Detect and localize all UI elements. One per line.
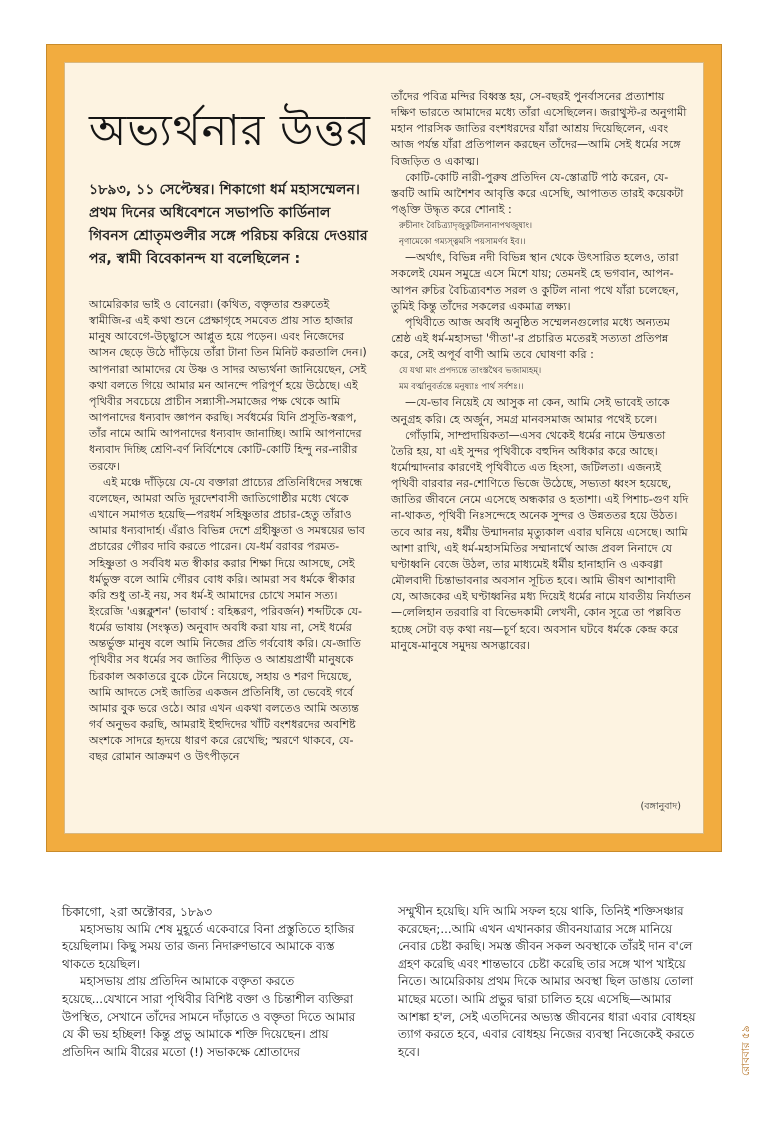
article-panel [64, 62, 704, 834]
speech-body-left [89, 297, 369, 766]
speech-paragraph: কোটি-কোটি নারী-পুরুষ প্রতিদিন যে-স্তোত্রটি পাঠ করেন, যে-স্তবটি আমি আশৈশব আবৃত্তি করে এসেছি, আপাতত তারই কয়েকটা পঙ্‌ক্তি উদ্ধৃত করে শোনাই : [391, 170, 684, 217]
letter-paragraph: মহাসভায় প্রায় প্রতিদিন আমাকে বক্তৃতা করতে হয়েছে...যেখানে সারা পৃথিবীর বিশিষ্ট বক্তা ও চিন্তাশীল ব্যক্তিরা উপস্থিত, সেখানে তাঁদের সামনে দাঁড়াতে ও বক্তৃতা দিতে আমার যে কী ভয় হচ্ছিল! কিন্তু প্রভু আমাকে শক্তি দিয়েছেন। প্রায় প্রতিদিন আমি বীরের মতো (!) সভাকক্ষে শ্রোতাদের [62, 974, 356, 1059]
letter-paragraph: মহাসভায় আমি শেষ মুহূর্তে একেবারে বিনা প্রস্তুতিতে হাজির হয়েছিলাম। কিছু সময় তার জন্য নিদারুণভাবে আমাকে ব্যস্ত থাকতে হয়েছিল। [62, 921, 355, 971]
translation-credit: (বঙ্গানুবাদ) [640, 801, 681, 812]
speech-body-right [391, 89, 691, 654]
page-tag: রোববার ৫৯ [740, 1025, 752, 1077]
speech-paragraph: তাঁদের পবিত্র মন্দির বিধ্বস্ত হয়, সে-বছরই পুনর্বাসনের প্রত্যাশায় দক্ষিণ ভারতে আমাদের মধ্যে তাঁরা এসেছিলেন। জরাথুস্ট-র অনুগামী মহান পারসিক জাতির বংশধরদের যাঁরা আশ্রয় দিয়েছিলেন, এবং আজ পর্যন্ত যাঁরা প্রতিপালন করছেন তাঁদের—আমি সেই ধর্মের সঙ্গে বিজড়িত ও একাত্ম। [391, 90, 687, 168]
gita-verse [399, 363, 691, 395]
speech-paragraph: এই মঞ্চে দাঁড়িয়ে যে-যে বক্তারা প্রাচ্যের প্রতিনিধিদের সম্বন্ধে বলেছেন, আমরা অতি দূরদেশবাসী জাতিগোষ্ঠীর মধ্যে থেকে এখানে সমাগত হয়েছি—পরধর্ম সহিষ্ণুতার প্রচার-হেতু তাঁরাও আমার ধন্যবাদার্হ। এঁরাও বিভিন্ন দেশে গ্রহীষ্ণুতা ও সমন্বয়ের ভাব প্রচারের গৌরব দাবি করতে পারেন। যে-ধর্ম বরাবর পরমত-সহিষ্ণুতা ও সর্ববিধ মত স্বীকার করার শিক্ষা দিয়ে আসছে, সেই ধর্মভুক্ত বলে আমি গৌরব বোধ করি। আমরা সব ধর্মকে স্বীকার করি শুধু তা-ই নয়, সব ধর্ম-ই আমাদের চোখে সমান সত্য। ইংরেজি 'এক্সক্লুশন' (ভাবার্থ : বহিষ্করণ, পরিবর্জন) শব্দটিকে যে-ধর্মের ভাষায় (সংস্কৃত) অনুবাদ অবধি করা যায় না, সেই ধর্মের অন্তর্ভুক্ত মানুষ বলে আমি নিজের প্রতি গর্ববোধ করি। যে-জাতি পৃথিবীর সব ধর্মের সব জাতির পীড়িত ও আশ্রয়প্রার্থী মানুষকে চিরকাল অকাতরে বুকে টেনে নিয়েছে, সহায় ও শরণ দিয়েছে, আমি আদতে সেই জাতির একজন প্রতিনিধি, তা ভেবেই গর্বে আমার বুক ভরে ওঠে। আর এখন একথা বলতেও আমি অত্যন্ত গর্ব অনুভব করছি, আমরাই ইহুদিদের খাঁটি বংশধরদের অবশিষ্ট অংশকে সাদরে হৃদয়ে ধারণ করে রেখেছি; স্মরণে থাকবে, যে-বছর রোমান আক্রমণ ও উৎপীড়নে [89, 475, 366, 764]
article-intro: ১৮৯৩, ১১ সেপ্টেম্বর। শিকাগো ধর্ম মহাসম্মেলন। প্রথম দিনের অধিবেশনে সভাপতি কার্ডিনাল গিবনস শ্রোতৃমণ্ডলীর সঙ্গে পরিচয় করিয়ে দেওয়ার পর, স্বামী বিবেকানন্দ যা বলেছিলেন : [89, 182, 368, 267]
article-frame [46, 44, 722, 852]
speech-paragraph: আমেরিকার ভাই ও বোনেরা। (কথিত, বক্তৃতার শুরুতেই স্বামীজি-র এই কথা শুনে প্রেক্ষাগৃহে সমবেত প্রায় সাত হাজার মানুষ আবেগে-উচ্ছ্বাসে আপ্লুত হয়ে পড়েন। এবং নিজেদের আসন ছেড়ে উঠে দাঁড়িয়ে তাঁরা টানা তিন মিনিট করতালি দেন।) আপনারা আমাদের যে উষ্ণ ও সাদর অভ্যর্থনা জানিয়েছেন, সেই কথা বলতে গিয়ে আমার মন আনন্দে পরিপূর্ণ হয়ে উঠেছে। এই পৃথিবীর সবচেয়ে প্রাচীন সন্ন্যাসী-সমাজের পক্ষ থেকে আমি আপনাদের ধন্যবাদ জ্ঞাপন করছি। সর্বধর্মের যিনি প্রসূতি-স্বরূপ, তাঁর নামে আমি আপনাদের ধন্যবাদ জানাচ্ছি। আমি আপনাদের ধন্যবাদ দিচ্ছি শ্রেণি-বর্ণ নির্বিশেষে কোটি-কোটি হিন্দু নর-নারীর তরফে। [89, 298, 367, 473]
speech-paragraph: —অর্থাৎ, বিভিন্ন নদী বিভিন্ন স্থান থেকে উৎসারিত হলেও, তারা সকলেই যেমন সমুদ্রে এসে মিশে যায়; তেমনই হে ভগবান, আপন-আপন রুচির বৈচিত্র্যবশত সরল ও কুটিল নানা পথে যাঁরা চলেছেন, তুমিই কিন্তু তাঁদের সকলের একমাত্র লক্ষ্য। [391, 251, 679, 313]
letter-right-column [398, 903, 702, 1061]
letter-paragraph: সম্মুখীন হয়েছি। যদি আমি সফল হয়ে থাকি, তিনিই শক্তিসঞ্চার করেছেন;...আমি এখন এখানকার জীবনযাত্রার সঙ্গে মানিয়ে নেবার চেষ্টা করছি। সমস্ত জীবন সকল অবস্থাকে তাঁরই দান ব'লে গ্রহণ করেছি এবং শান্তভাবে চেষ্টা করেছি তার সঙ্গে খাপ খাইয়ে নিতে। আমেরিকায় প্রথম দিকে আমার অবস্থা ছিল ডাঙায় তোলা মাছের মতো। আমি প্রভুর দ্বারা চালিত হয়ে এসেছি—আমার আশঙ্কা হ'ল, সেই এতদিনের অভ্যস্ত জীবনের ধারা এবার বোধহয় ত্যাগ করতে হবে, এবার বোধহয় নিজের ব্যবস্থা নিজেকেই করতে হবে। [398, 904, 696, 1059]
verse-line: যে যথা মাং প্রপদ্যন্তে তাংস্তথৈব ভজাম্যহম্। [399, 366, 542, 377]
article-title: অভ্যর্থনার উত্তর [89, 106, 371, 156]
verse-line: রুচীনাং বৈচিত্র্যাদৃজুকুটিলনানাপথজুষাং। [399, 221, 533, 232]
letter-left-column [62, 903, 362, 1061]
article-right-column [391, 63, 691, 654]
verse-line: মম বর্ত্মানুবর্তন্তে মনুষ্যাঃ পার্থ সর্বশঃ।। [399, 382, 524, 393]
speech-paragraph: —যে-ভাব নিয়েই যে আসুক না কেন, আমি সেই ভাবেই তাকে অনুগ্রহ করি। হে অর্জুন, সমগ্র মানবসমাজ আমার পথেই চলে। [391, 396, 670, 426]
speech-paragraph: পৃথিবীতে আজ অবধি অনুষ্ঠিত সম্মেলনগুলোর মধ্যে অন্যতম শ্রেষ্ঠ এই ধর্ম-মহাসভা 'গীতা'-র প্রচারিত মতেরই সত্যতা প্রতিপন্ন করে, সেই অপূর্ব বাণী আমি তবে ঘোষণা করি : [391, 315, 670, 362]
speech-paragraph: গোঁড়ামি, সাম্প্রদায়িকতা—এসব থেকেই ধর্মের নামে উন্মত্ততা তৈরি হয়, যা এই সুন্দর পৃথিবীকে বহুদিন অধিকার করে আছে। ধর্মোন্মাদনার কারণেই পৃথিবীতে এত হিংসা, জটিলতা। এজন্যই পৃথিবী বারবার নর-শোণিতে ভিজে উঠেছে, সভ্যতা ধ্বংস হয়েছে, জাতির জীবনে নেমে এসেছে অন্ধকার ও হতাশা। এই পিশাচ-গুণ যদি না-থাকত, পৃথিবী নিঃসন্দেহে অনেক সুন্দর ও উন্নততর হয়ে উঠত। তবে আর নয়, ধর্মীয় উন্মাদনার মৃত্যুকাল এবার ঘনিয়ে এসেছে। আমি আশা রাখি, এই ধর্ম-মহাসমিতির সম্মানার্থে আজ প্রবল নিনাদে যে ঘণ্টাধ্বনি বেজে উঠল, তার মাধ্যমেই ধর্মীয় হানাহানি ও একবগ্গা মৌলবাদী চিন্তাভাবনার অবসান সূচিত হবে। আমি ভীষণ আশাবাদী যে, আজকের এই ঘণ্টাধ্বনির মধ্য দিয়েই ধর্মের নামে যাবতীয় নির্যাতন—লেলিহান তরবারি বা বিভেদকামী লেখনী, কোন সূত্রে তা পল্লবিত হচ্ছে সেটা বড় কথা নয়—চূর্ণ হবে। অবসান ঘটবে ধর্মকে কেন্দ্র করে মানুষে-মানুষে সমুদয় অসদ্ভাবের। [391, 428, 691, 652]
verse-line: নৃণামেকো গম্যস্ত্বমসি পয়সামর্ণব ইব।। [399, 237, 526, 248]
letter-heading: চিকাগো, ২রা অক্টোবর, ১৮৯৩ [62, 904, 213, 919]
article-left-column [89, 63, 369, 766]
sanskrit-verse [399, 218, 691, 250]
